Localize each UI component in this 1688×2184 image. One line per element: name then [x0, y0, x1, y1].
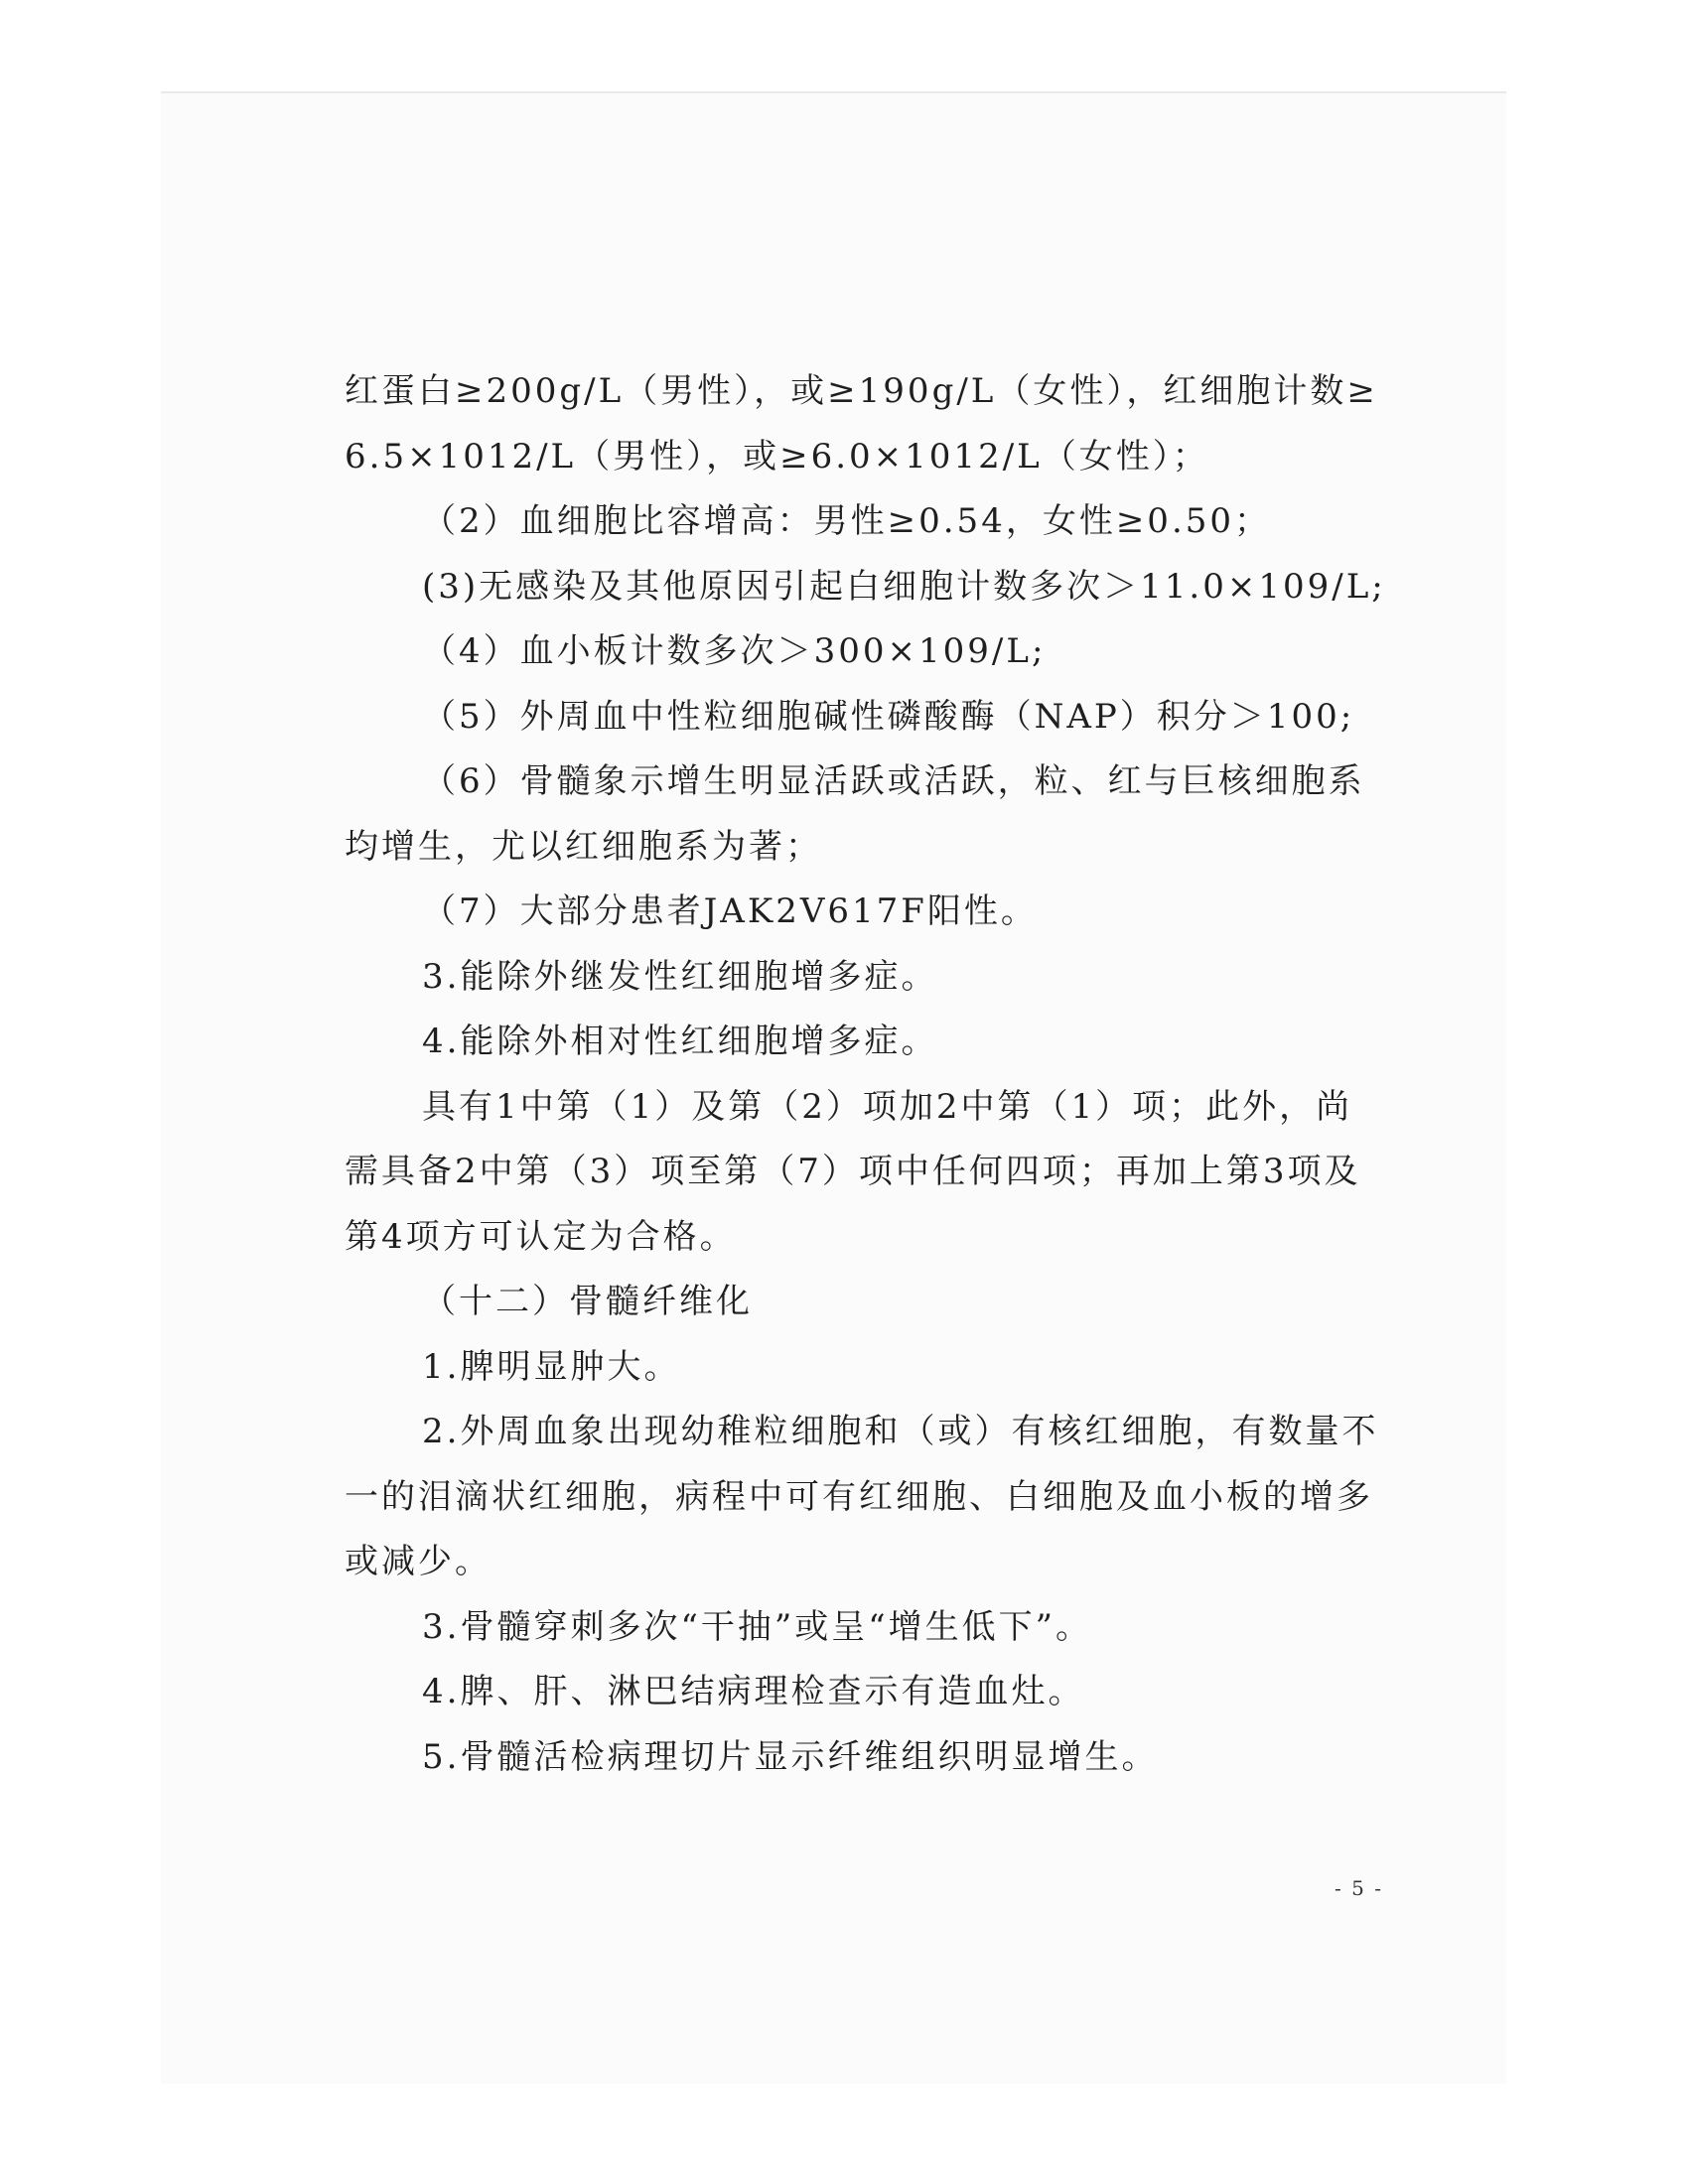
- page-number: - 5 -: [1335, 1876, 1383, 1900]
- criterion-item: 1.脾明显肿大。: [422, 1346, 681, 1387]
- body-line: 需具备2中第（3）项至第（7）项中任何四项；再加上第3项及: [345, 1152, 1361, 1191]
- body-line: 一的泪滴状红细胞，病程中可有红细胞、白细胞及血小板的增多: [345, 1476, 1373, 1517]
- body-line: 红蛋白≥200g/L（男性），或≥190g/L（女性），红细胞计数≥: [345, 371, 1378, 411]
- document-body: [345, 359, 1386, 1790]
- criterion-item: 3.能除外继发性红细胞增多症。: [422, 956, 938, 997]
- criterion-item: 5.骨髓活检病理切片显示纤维组织明显增生。: [422, 1736, 1159, 1777]
- body-line: 或减少。: [345, 1542, 492, 1581]
- body-paragraph-line: 具有1中第（1）及第（2）项加2中第（1）项；此外，尚: [422, 1086, 1353, 1127]
- criterion-item: （4）血小板计数多次＞300×109/L;: [422, 631, 1047, 671]
- criterion-item: 3.骨髓穿刺多次“干抽”或呈“增生低下”。: [422, 1606, 1092, 1647]
- criterion-item: （2）血细胞比容增高：男性≥0.54，女性≥0.50；: [422, 501, 1272, 541]
- criterion-item: （7）大部分患者JAK2V617F阳性。: [422, 891, 1038, 931]
- body-line: 6.5×1012/L（男性），或≥6.0×1012/L（女性）；: [345, 436, 1209, 477]
- criterion-item: (3)无感染及其他原因引起白细胞计数多次＞11.0×109/L;: [422, 566, 1386, 607]
- section-heading: （十二）骨髓纤维化: [422, 1282, 753, 1321]
- body-line: 第4项方可认定为合格。: [345, 1216, 737, 1257]
- body-line: 均增生，尤以红细胞系为著；: [345, 826, 822, 867]
- criterion-item: 2.外周血象出现幼稚粒细胞和（或）有核红细胞，有数量不: [422, 1412, 1379, 1451]
- criterion-item: （6）骨髓象示增生明显活跃或活跃，粒、红与巨核细胞系: [422, 761, 1365, 801]
- criterion-item: 4.脾、肝、淋巴结病理检查示有造血灶。: [422, 1672, 1085, 1711]
- criterion-item: （5）外周血中性粒细胞碱性磷酸酶（NAP）积分＞100;: [422, 696, 1355, 737]
- criterion-item: 4.能除外相对性红细胞增多症。: [422, 1022, 938, 1061]
